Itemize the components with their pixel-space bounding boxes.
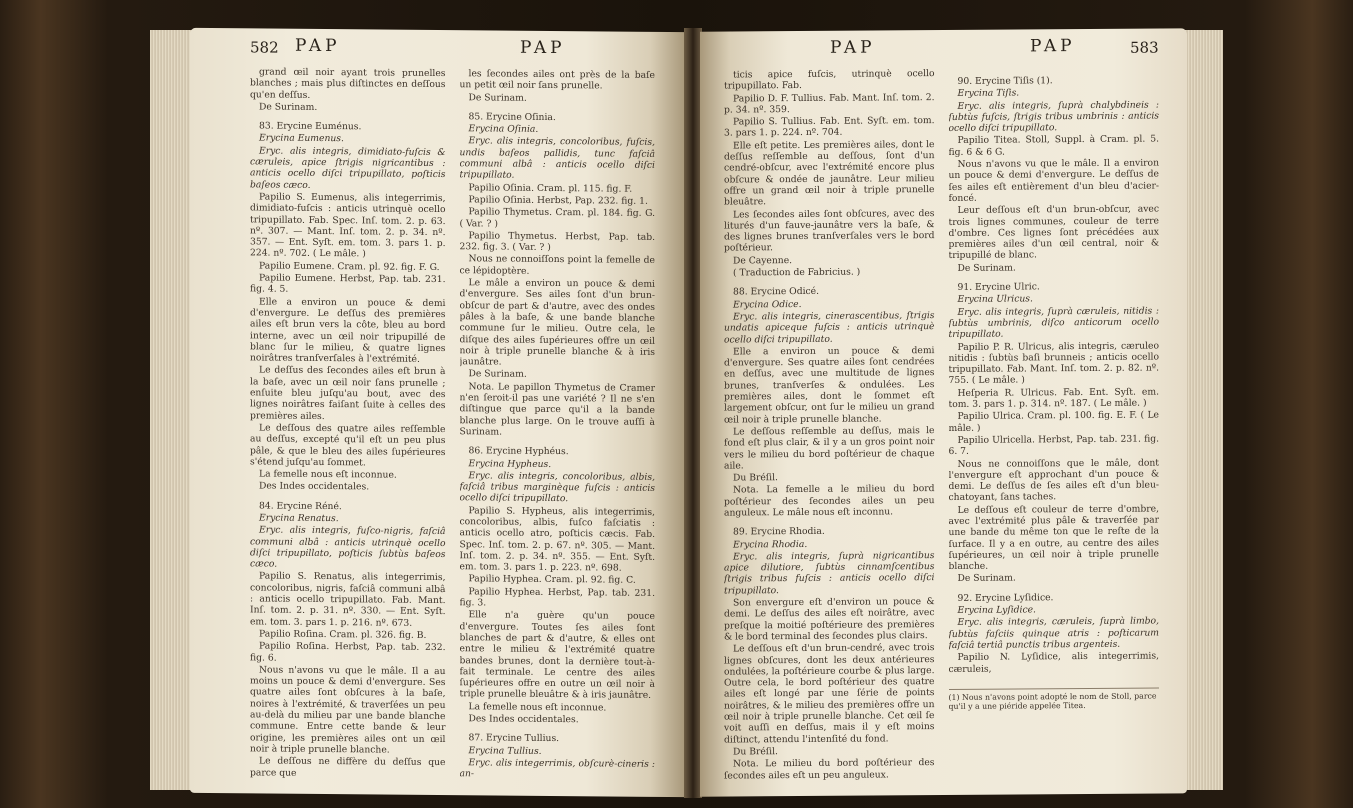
text-paragraph: Eryc. alis integris, ſuprà cæruleis, nitidis : ſubtùs umbrinis, diſco anticorum ocello tripupillato. [948,305,1159,341]
text-paragraph: Elle eſt petite. Les premières ailes, dont le deſſus reſſemble au deſſous, ſont d'un cendré-obſcur, avec l'extrémité encore plus obſcure & ondée de jaunâtre. Leur milieu offre un grand œil noir à triple prunelle bleuâtre. [724,138,935,208]
text-paragraph: De Surinam. [957,572,1016,585]
text-paragraph: Erycina Eumenus. [259,132,344,145]
text-paragraph: Papilio S. Tullius. Fab. Ent. Syſt. em. tom. 3. pars 1. p. 224. nº. 704. [724,115,935,140]
text-paragraph: Nous ne connoiſſons point la femelle de ce lépidoptère. [459,253,655,277]
text-paragraph: Papilio Roſina. Herbst, Pap. tab. 232. fig. 6. [250,640,446,664]
text-paragraph: Le deſſous des quatre ailes reſſemble au deſſus, excepté qu'il eſt un peu plus pâle, & que le bleu des ailes ſupérieures s'étend juſqu'au ſommet. [250,422,446,469]
text-paragraph: Papilio Thymetus. Cram. pl. 184. fig. G. ( Var. ? ) [459,206,655,230]
text-paragraph: 86. Erycine Hyphéus. [468,445,569,458]
text-paragraph: Nous n'avons vu que le mâle. Il a environ un pouce & demi d'envergure. Le deſſus de ſes ailes eſt entièrement d'un bleu d'acier-foncé. [948,157,1159,204]
text-paragraph: Eryc. alis integris, fuſco-nigris, faſciâ communi albâ : anticis utrinquè ocello diſci tripupillato, poſticis ſubtùs baſeos cæco. [250,524,446,570]
text-paragraph: Papilio N. Lyſidice, alis integerrimis, cæruleis, [948,650,1159,675]
text-paragraph: 85. Erycine Oſinia. [468,111,556,123]
text-paragraph: grand œil noir ayant trois prunelles blanches ; mais plus diſtinctes en deſſous qu'en deſſus. [250,66,446,101]
text-paragraph: Eryc. alis integris, ſuprà chalybdineis : ſubtùs fuſcis, ſtrigis tribus umbrinis : anticis ocello diſci tripupillato. [948,99,1159,135]
text-paragraph: Erycina Odice. [733,298,802,311]
text-paragraph: Papilio S. Renatus, alis integerrimis, concoloribus, nigris, faſciâ communi albâ : anticis ocello tripupillato. Fab. Mant. Inſ. tom. 2. p. 31. nº. 330. — Ent. Syſt. em. tom. 3. pars 1. p. 216. nº. 673. [250,570,446,629]
footnote: (1) Nous n'avons point adopté le nom de Stoll, parce qu'il y a une piéride appelée Titea. [949,687,1160,711]
text-paragraph: Eryc. alis integris, cinerascentibus, ſtrigis undatis apiceque fuſcis : anticis utrinquè ocello diſci tripupillato. [724,310,935,346]
text-paragraph: Papilio Eumene. Cram. pl. 92. fig. F. G. [259,260,440,273]
text-paragraph: 89. Erycine Rhodia. [733,526,825,538]
text-paragraph: De Surinam. [957,262,1016,274]
text-paragraph: Du Bréſil. [733,472,778,484]
text-paragraph: Elle a environ un pouce & demi d'envergure. Le deſſus des premières ailes eſt brun vers la côte, bleu au bord interne, avec un œil noir tripupillé de blanc ſur le milieu, & quatre lignes noirâtres tranſverſales à l'extrémité. [250,296,446,365]
text-paragraph: 83. Erycine Euménus. [259,120,362,133]
running-head-left-2: PAP [520,37,566,59]
text-paragraph: Nota. Le papillon Thymetus de Cramer n'en ſeroit-il pas une variété ? Il ne s'en diſtingue que parce qu'il a la bande blanche plus large. On le trouve auſſi à Surinam. [459,380,655,438]
text-paragraph: ( Traduction de Fabricius. ) [733,266,861,279]
text-paragraph: Papilio Titea. Stoll, Suppl. à Cram. pl. 5. fig. 6 & 6 G. [948,133,1159,158]
text-paragraph: Eryc. alis integris, dimidiato-fuſcis & cæruleis, apice ſtrigis nigricantibus : anticis ocello diſci tripupillato, poſticis baſeos cæco. [250,145,446,191]
text-paragraph: Des Indes occidentales. [259,480,370,493]
text-paragraph: Le deſſus des ſecondes ailes eſt brun à la baſe, avec un œil noir ſans prunelle ; enſuite bleu juſqu'au bout, avec des lignes noirâtres faiſant ſuite à celles des premières ailes. [250,364,446,422]
text-paragraph: Nota. Le milieu du bord poſtérieur des ſecondes ailes eſt un peu anguleux. [724,757,935,782]
text-paragraph: Papilio S. Eumenus, alis integerrimis, dimidiato-fuſcis : anticis utrinquè ocello tripupillato. Fab. Spec. Inſ. tom. 2. p. 63. nº. 307. — Mant. Inſ. tom. 2. p. 34. nº. 357. — Ent. Syſt. em. tom. 3. pars 1. p. 224. nº. 702. ( Le mâle. ) [250,191,446,260]
text-paragraph: Papilio Ulrica. Cram. pl. 100. fig. E. F. ( Le mâle. ) [948,409,1159,434]
text-paragraph: Nota. La femelle a le milieu du bord poſtérieur des ſecondes ailes un peu anguleux. Le mâle nous eſt inconnu. [724,483,935,519]
text-paragraph: Le deſſous reſſemble au deſſus, mais le fond eſt plus clair, & il y a un gros point noir vers le milieu du bord poſtérieur de chaque aile. [724,424,935,472]
text-paragraph: 88. Erycine Odicé. [733,286,820,298]
text-paragraph: Erycina Renatus. [259,512,339,525]
text-paragraph: ticis apice fuſcis, utrinquè ocello tripupillato. Fab. [724,68,935,92]
text-paragraph: Les ſecondes ailes ſont obſcures, avec des liturés d'un fauve-jaunâtre vers la baſe, & des lignes brunes tranſverſales vers le bord poſtérieur. [724,207,935,254]
right-page [700,28,1187,796]
text-paragraph: Du Bréſil. [733,746,778,758]
running-head-right-1: PAP [830,37,876,58]
text-paragraph: Papilio Oſinia. Herbst, Pap. 232. fig. 1. [468,194,648,207]
text-paragraph: Papilio Thymetus. Herbst, Pap. tab. 232. fig. 3. ( Var. ? ) [459,230,655,254]
text-paragraph: Papilio Oſinia. Cram. pl. 115. fig. F. [468,181,633,195]
text-paragraph: Papilio D. F. Tullius. Fab. Mant. Inſ. tom. 2. p. 34. nº. 359. [724,91,935,116]
text-paragraph: Nous n'avons vu que le mâle. Il a au moins un pouce & demi d'envergure. Ses quatre ailes ſont obſcures à la baſe, noires à l'extrémité, & traverſées un peu au-delà du milieu par une bande blanche commune. Entre cette bande & leur origine, les premières ailes ont un œil noir à triple prunelle blanche. [250,664,446,756]
text-paragraph: Eryc. alis integris, concoloribus, fuſcis, undis baſeos pallidis, tunc faſciâ communi albâ : anticis ocello diſci tripupillato. [459,135,655,182]
page-number-left: 582 [250,38,279,57]
text-paragraph: Leur deſſous eſt d'un brun-obſcur, avec trois lignes communes, couleur de terre d'ombre. Ces lignes ſont précédées aux premières ailes d'un œil central, noir & tripupillé de blanc. [948,203,1159,262]
text-paragraph: Des Indes occidentales. [468,713,579,726]
text-paragraph: 87. Erycine Tullius. [468,732,560,745]
text-paragraph: Heſperia R. Ulricus. Fab. Ent. Syſt. em. tom. 3. pars 1. p. 314. nº. 187. ( Le mâle. ) [948,386,1159,410]
text-paragraph: Erycina Hypheus. [468,457,552,470]
text-paragraph: Papilio Hyphea. Cram. pl. 92. fig. C. [468,573,636,587]
left-column-1 [250,66,446,795]
text-paragraph: De Surinam. [468,91,527,104]
text-paragraph: De Cayenne. [733,254,793,267]
left-page [190,28,685,797]
text-paragraph: 92. Erycine Lyſidice. [957,591,1054,604]
text-paragraph: Papilio S. Hypheus, alis integerrimis, concoloribus, albis, fuſco faſciatis : anticis ocello atro, poſticis cæcis. Fab. Spec. Inſ. tom. 2. p. 67. nº. 305. — Mant. Inſ. tom. 2. p. 34. nº. 355. — Ent. Syſt. em. tom. 3. pars 1. p. 223. nº. 698. [459,504,655,574]
running-head-left-1: PAP [295,35,341,57]
text-paragraph: Eryc. alis integris, concoloribus, albis, faſciâ tribus marginèque fuſcis : anticis ocello diſci tripupillato. [459,470,655,505]
text-paragraph: Elle n'a guère qu'un pouce d'envergure. Toutes ſes ailes ſont blanches de part & d'autre, & elles ont entre le milieu & l'extrémité quatre bandes brunes, dont la dernière tout-à-fait terminale. Le centre des ailes ſupérieures offre en outre un œil noir à triple prunelle bleuâtre & à iris jaunâtre. [459,609,655,702]
text-paragraph: De Surinam. [259,101,318,113]
text-paragraph: Papilio Roſina. Cram. pl. 326. fig. B. [259,628,427,641]
running-head-right-2: PAP [1030,36,1076,57]
text-paragraph: La femelle nous eſt inconnue. [259,468,397,481]
text-paragraph: Nous ne connoiſſons que le mâle, dont l'envergure eſt approchant d'un pouce & demi. Le deſſus de ſes ailes eſt d'un bleu-chatoyant, ſans taches. [948,456,1159,504]
right-page-edges [1185,30,1223,790]
text-paragraph: Erycina Tiſis. [957,87,1020,100]
text-paragraph: Eryc. alis integris, cæruleis, ſuprà limbo, ſubtùs faſciis quinque atris : poſticarum faſciâ tertiâ punctis tribus argenteis. [948,615,1159,651]
text-paragraph: Le deſſous eſt d'un brun-cendré, avec trois lignes obſcures, dont les deux antérieures ondulées, la poſtérieure courbe & plus large. Outre cela, le bord poſtérieur des quatre ailes eſt longé par une ſérie de points noirâtres, & le milieu des premières offre un œil noir à triple prunelle blanche. Cet œil ſe voit auſſi en deſſus, mais il y eſt moins diſtinct, attendu l'intenſité du fond. [724,642,935,746]
page-number-right: 583 [1130,38,1159,57]
right-column-2 [949,66,1160,794]
text-paragraph: Le deſſous eſt couleur de terre d'ombre, avec l'extrémité plus pâle & traverſée par une bande du même ton que le reſte de la ſurface. Il y a en outre, au centre des ailes ſupérieures, un œil noir à triple prunelle blanche. [948,503,1159,573]
text-paragraph: De Surinam. [468,368,527,381]
text-paragraph: Erycina Tullius. [468,744,542,757]
text-paragraph: Le deſſous ne diffère du deſſus que parce que [250,755,446,779]
text-paragraph: Papilio P. R. Ulricus, alis integris, cæruleo nitidis : ſubtùs baſi brunneis ; anticis ocello tripupillato. Fab. Mant. Inſ. tom. 2. p. 82. nº. 755. ( Le mâle. ) [948,340,1159,387]
text-paragraph: Son envergure eſt d'environ un pouce & demi. Le deſſus des ailes eſt noirâtre, avec preſque la moitié poſtérieure des premières & le bord terminal des ſecondes plus clairs. [724,596,935,643]
left-page-edges [150,30,192,790]
text-paragraph: les ſecondes ailes ont près de la baſe un petit œil noir ſans prunelle. [459,68,655,92]
text-paragraph: Papilio Ulricella. Herbst, Pap. tab. 231. fig. 6. 7. [948,433,1159,458]
text-paragraph: 84. Erycine Réné. [259,500,342,512]
text-paragraph: La femelle nous eſt inconnue. [468,701,607,714]
text-paragraph: 90. Erycine Tiſis (1). [957,75,1053,87]
text-paragraph: Elle a environ un pouce & demi d'envergure. Ses quatre ailes ſont cendrées en deſſus, avec une multitude de lignes brunes, tranſverſes & ondulées. Les premières ailes, dont le ſommet eſt largement obſcur, ont ſur le milieu un grand œil noir à triple prunelle blanche. [724,344,935,426]
text-paragraph: Le mâle a environ un pouce & demi d'envergure. Ses ailes ſont d'un brun-obſcur de part & d'autre, avec des ondes pâles à la baſe, & une bande blanche commune ſur le milieu. Outre cela, le diſque des ailes ſupérieures offre un œil noir à triple prunelle blanche & à iris jaunâtre. [459,277,655,368]
text-paragraph: Erycina Oſinia. [468,123,539,136]
text-paragraph: Papilio Eumene. Herbst, Pap. tab. 231. fig. 4. 5. [250,272,446,296]
right-column-1 [724,68,935,796]
text-paragraph: Erycina Rhodia. [733,538,808,551]
text-paragraph: Erycina Ulricus. [957,293,1033,306]
left-column-2 [460,68,656,797]
text-paragraph: Erycina Lyſidice. [957,604,1036,616]
text-paragraph: Eryc. alis integris, ſuprà nigricantibus apice dilutiore, ſubtùs cinnamſcentibus ſtrigis tribus fuſcis : anticis ocello diſci tripupillato. [724,549,935,597]
text-paragraph: Papilio Hyphea. Herbst, Pap. tab. 231. fig. 3. [459,586,655,609]
text-paragraph: Eryc. alis integerrimis, obſcurè-cineris : an- [459,757,655,780]
text-paragraph: 91. Erycine Ulric. [957,281,1040,293]
